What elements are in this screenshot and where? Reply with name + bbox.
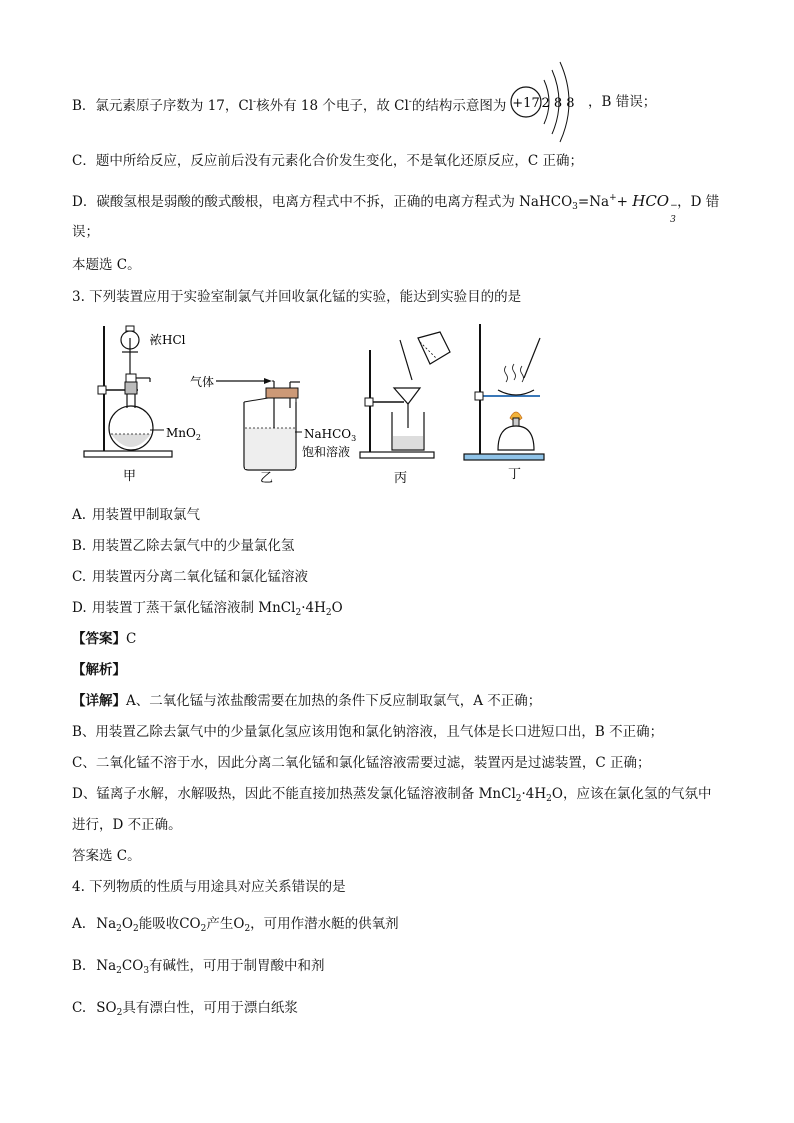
label-nahco3: NaHCO$_3$ (304, 427, 357, 443)
caption-ding: 丁 (508, 467, 522, 482)
q4-option-a: A. $Na_2O_2$能吸收$CO_2$产生$O_2$，可用作潜水艇的供氧剂 (72, 916, 399, 934)
caption-yi: 乙 (260, 471, 274, 486)
label-mno2: MnO$_2$ (166, 426, 201, 442)
apparatus-yi (190, 374, 356, 486)
detail-d-cont: 进行，D 不正确。 (72, 817, 182, 833)
hco3-formula: HCO − 3 (632, 192, 678, 225)
label-gas: 气体 (190, 375, 215, 389)
analysis-label: 【解析】 (72, 662, 126, 678)
cl-ion-structure-diagram (506, 58, 586, 148)
option-b-line: B．氯元素原子序数为 17，Cl-核外有 18 个电子，故 Cl-的结构示意图为 (72, 97, 507, 114)
q3-option-c: C. 用装置丙分离二氧化锰和氯化锰溶液 (72, 569, 308, 585)
detail-b: B、用装置乙除去氯气中的少量氯化氢应该用饱和氯化钠溶液，且气体是长口进短口出，B 不正确； (72, 724, 664, 740)
caption-jia: 甲 (123, 469, 137, 484)
option-b-end: ，B 错误； (588, 94, 657, 110)
label-saturated-solution: 饱和溶液 (302, 445, 351, 459)
apparatus-bing (360, 332, 450, 486)
q3-option-d: D. 用装置丁蒸干氯化锰溶液制 $MnCl_2\cdot 4H_2O$ (72, 600, 343, 618)
apparatus-jia (84, 326, 201, 484)
option-d-cont: 误； (72, 224, 99, 240)
question-4: 4. 下列物质的性质与用途具对应关系错误的是 (72, 879, 346, 895)
answer-line: 【答案】C (72, 631, 137, 647)
question-3: 3. 下列装置应用于实验室制氯气并回收氯化锰的实验，能达到实验目的的是 (72, 289, 522, 305)
apparatus-ding (464, 324, 544, 482)
detail-a: 【详解】A、二氧化锰与浓盐酸需要在加热的条件下反应制取氯气，A 不正确； (72, 693, 542, 709)
option-d-line: D．碳酸氢根是弱酸的酸式酸根，电离方程式中不拆，正确的电离方程式为 NaHCO$_3$=Na++ HCO − 3 ，D 错 (72, 192, 720, 225)
detail-d: D、锰离子水解，水解吸热，因此不能直接加热蒸发氯化锰溶液制备 $MnCl_2\cdot 4H_2O$，应该在氯化氢的气氛中 (72, 786, 712, 804)
q4-option-c: C. $SO_2$具有漂白性，可用于漂白纸浆 (72, 1000, 298, 1018)
apparatus-figure (78, 318, 522, 493)
option-c-line: C．题中所给反应，反应前后没有元素化合价发生变化，不是氧化还原反应，C 正确； (72, 153, 583, 169)
choice-line: 本题选 C。 (72, 257, 141, 273)
q4-option-b: B. $Na_2CO_3$有碱性，可用于制胃酸中和剂 (72, 958, 325, 976)
label-conc-hcl: 浓HCl (150, 333, 186, 347)
detail-c: C、二氧化锰不溶于水，因此分离二氧化锰和氯化锰溶液需要过滤，装置丙是过滤装置，C 正确； (72, 755, 651, 771)
electron-shells: 2 8 8 (541, 96, 575, 111)
q3-option-a: A. 用装置甲制取氯气 (72, 507, 200, 523)
choice-line-2: 答案选 C。 (72, 848, 141, 864)
q3-option-b: B. 用装置乙除去氯气中的少量氯化氢 (72, 538, 295, 554)
nucleus-charge: +17 (512, 96, 540, 111)
caption-bing: 丙 (394, 471, 408, 486)
